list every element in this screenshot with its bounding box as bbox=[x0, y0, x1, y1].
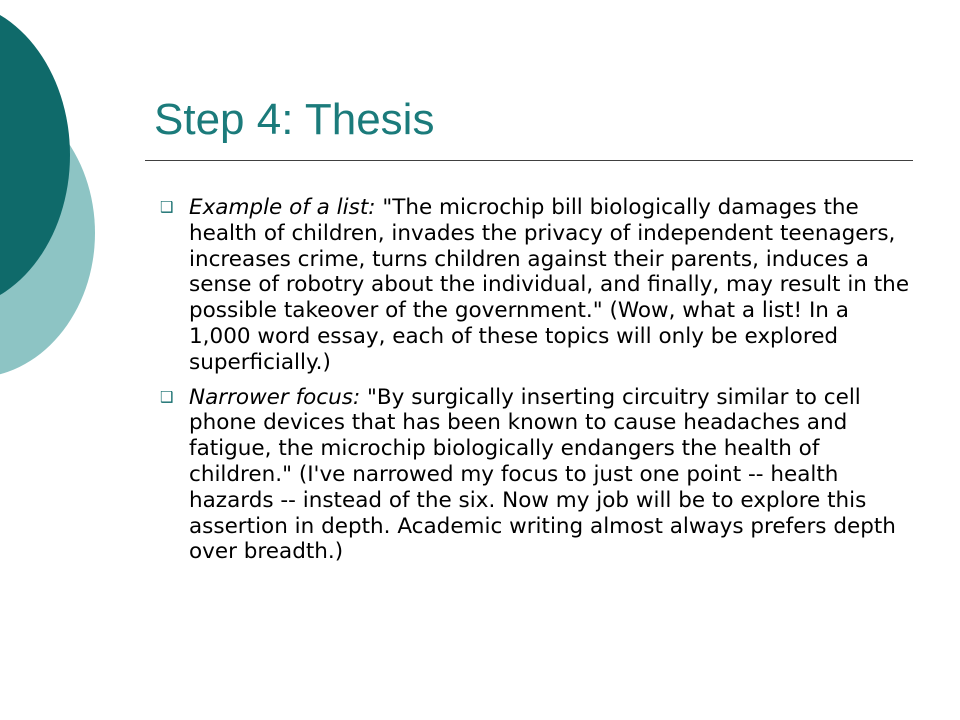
bullet-text: "By surgically inserting circuitry similar to cell phone devices that has been known to cause headaches and fatigue, the microchip biologically endangers the health of children." (I've narrowed my focus to just one point -- health hazards -- instead of the six. Now my job will be to explore this assertion in depth. Academic writing almost always prefers depth over breadth.) bbox=[189, 384, 896, 565]
bullet-lead: Example of a list: bbox=[189, 195, 376, 220]
hollow-square-icon: ❑ bbox=[160, 198, 174, 216]
slide-title: Step 4: Thesis bbox=[154, 95, 435, 144]
title-divider bbox=[145, 160, 913, 161]
bullet-text: "The microchip bill biologically damages the health of children, invades the privacy of independent teenagers, increases crime, turns children against their parents, induces a sense of robotry about the individual, and finally, may result in the possible takeover of the government." (Wow, what a list! In a 1,000 word essay, each of these topics will only be explored superficially.) bbox=[189, 195, 910, 375]
hollow-square-icon: ❑ bbox=[160, 387, 174, 406]
bullet-item-list-example bbox=[152, 195, 912, 376]
bullet-item-narrower-focus bbox=[152, 385, 912, 566]
bullet-lead: Narrower focus: bbox=[189, 384, 361, 410]
bullet-list bbox=[152, 195, 912, 574]
